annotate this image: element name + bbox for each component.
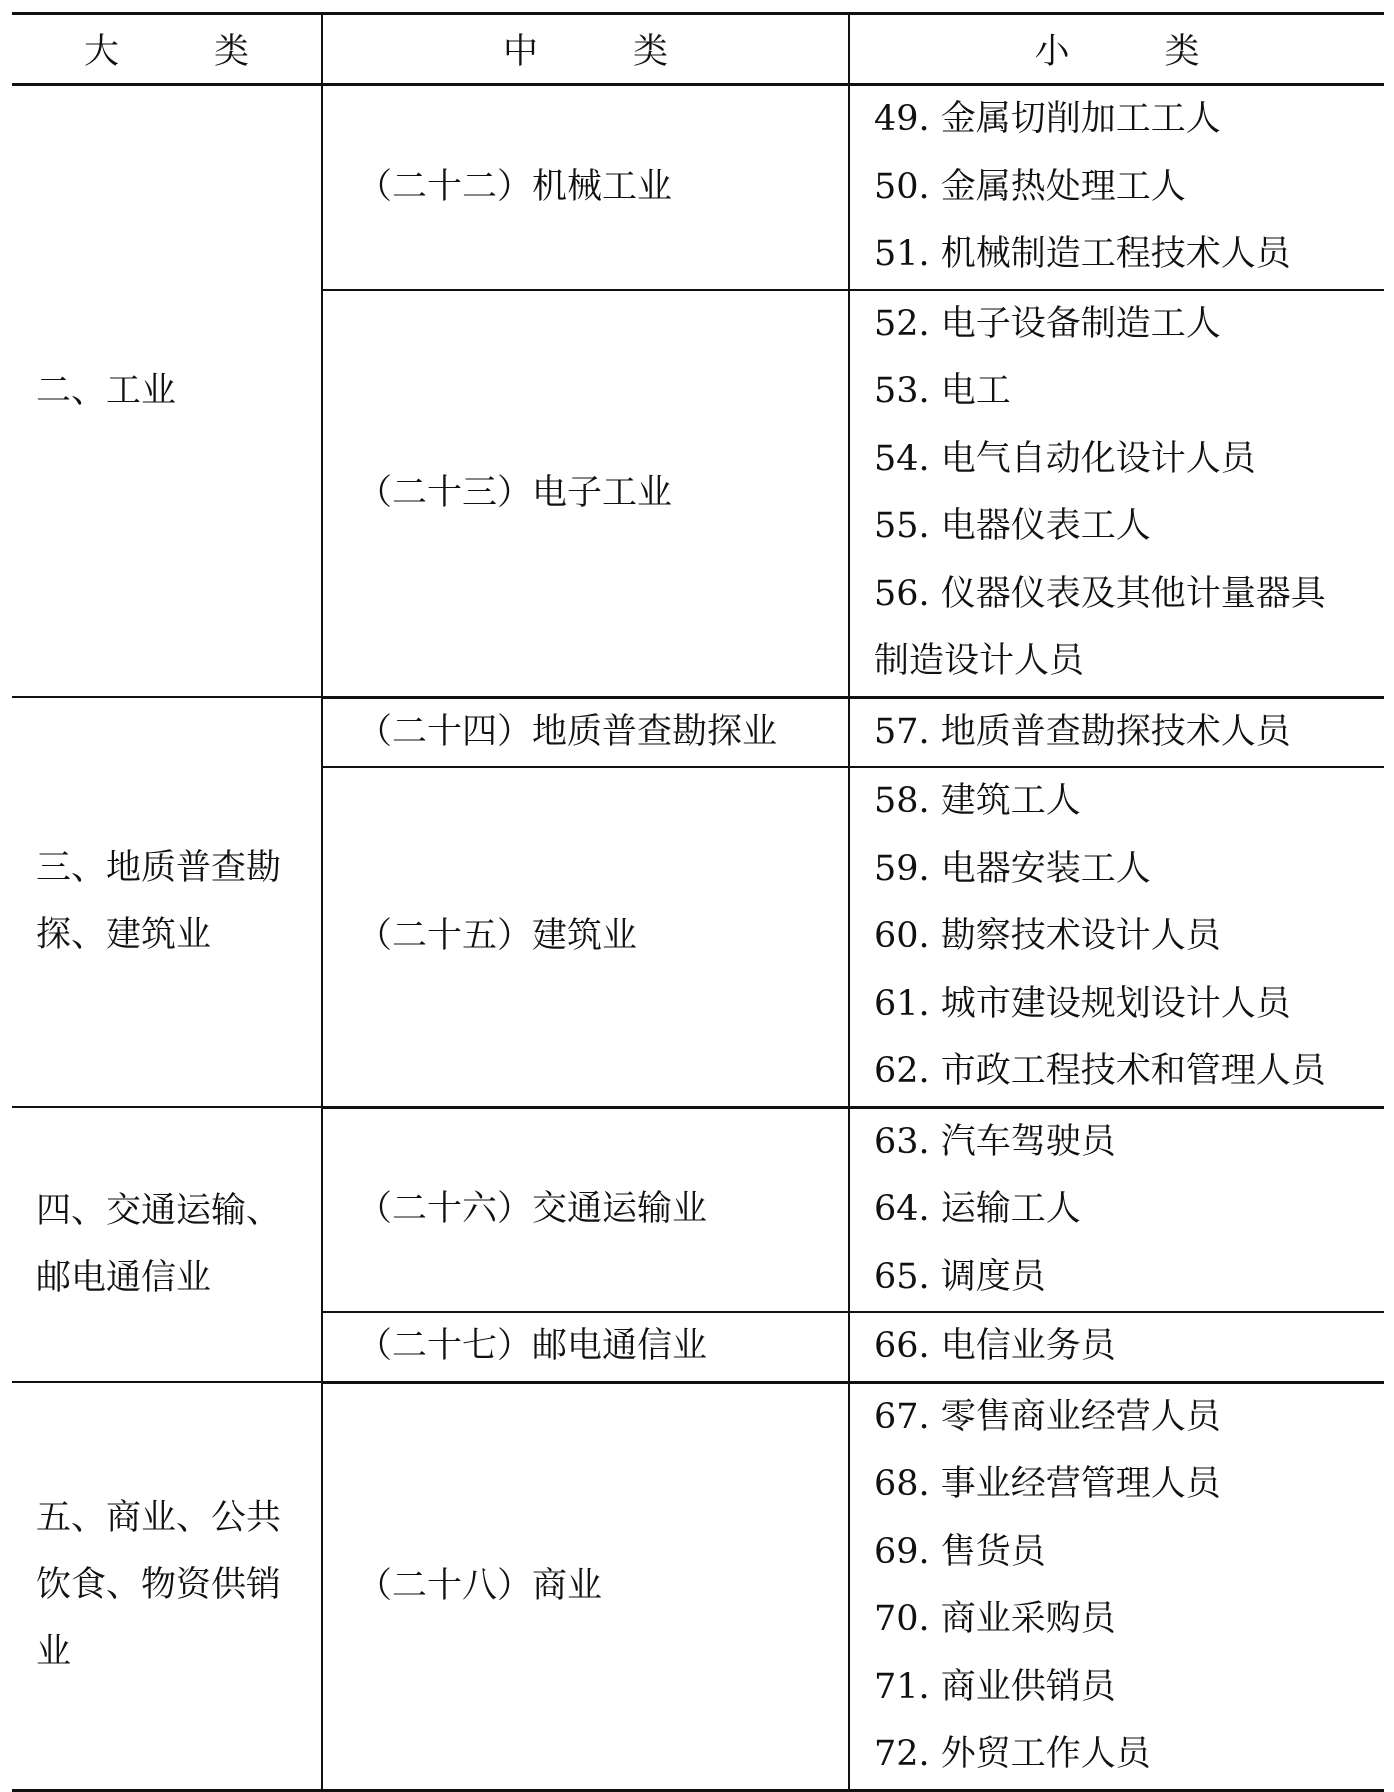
mid-category-cell: （二十六）交通运输业 xyxy=(322,1107,849,1312)
minor-item: 64. 运输工人 xyxy=(874,1189,1081,1229)
minor-category-cell xyxy=(849,767,1384,1107)
minor-item: 制造设计人员 xyxy=(874,641,1085,681)
header-major: 大 类 xyxy=(12,14,322,85)
mid-category-cell: （二十五）建筑业 xyxy=(322,767,849,1107)
occupation-classification-table xyxy=(12,12,1384,1792)
table-row xyxy=(12,85,1384,290)
minor-item: 72. 外贸工作人员 xyxy=(874,1734,1151,1774)
major-category-cell: 三、地质普查勘探、建筑业 xyxy=(12,697,322,1107)
minor-item: 56. 仪器仪表及其他计量器具 xyxy=(874,573,1326,614)
header-row xyxy=(12,14,1384,85)
minor-item: 52. 电子设备制造工人 xyxy=(874,303,1221,344)
minor-item: 54. 电气自动化设计人员 xyxy=(874,438,1256,479)
minor-item: 67. 零售商业经营人员 xyxy=(874,1396,1221,1437)
mid-category-cell: （二十二）机械工业 xyxy=(322,85,849,290)
minor-item: 58. 建筑工人 xyxy=(874,781,1081,821)
minor-item: 62. 市政工程技术和管理人员 xyxy=(874,1051,1326,1091)
minor-category-cell xyxy=(849,1107,1384,1312)
table-row xyxy=(12,1107,1384,1312)
mid-category-cell: （二十八）商业 xyxy=(322,1382,849,1790)
minor-item: 60. 勘察技术设计人员 xyxy=(874,916,1221,956)
minor-item: 69. 售货员 xyxy=(874,1531,1046,1572)
minor-category-cell xyxy=(849,1382,1384,1790)
minor-category-cell xyxy=(849,85,1384,290)
major-category-cell: 五、商业、公共饮食、物资供销业 xyxy=(12,1382,322,1790)
occupation-table-container xyxy=(12,12,1384,1792)
minor-item: 50. 金属热处理工人 xyxy=(874,166,1186,207)
minor-item: 65. 调度员 xyxy=(874,1256,1046,1297)
table-row xyxy=(12,697,1384,767)
minor-item: 66. 电信业务员 xyxy=(874,1326,1116,1366)
minor-item: 71. 商业供销员 xyxy=(874,1666,1116,1707)
mid-category-cell: （二十七）邮电通信业 xyxy=(322,1312,849,1382)
minor-item: 55. 电器仪表工人 xyxy=(874,506,1151,546)
minor-category-cell xyxy=(849,1312,1384,1382)
minor-item: 70. 商业采购员 xyxy=(874,1599,1116,1639)
minor-item: 68. 事业经营管理人员 xyxy=(874,1464,1221,1504)
minor-item: 61. 城市建设规划设计人员 xyxy=(874,983,1291,1024)
minor-item: 57. 地质普查勘探技术人员 xyxy=(874,711,1291,752)
minor-item: 63. 汽车驾驶员 xyxy=(874,1121,1116,1162)
header-minor: 小 类 xyxy=(849,14,1384,85)
minor-category-cell xyxy=(849,697,1384,767)
table-row xyxy=(12,1382,1384,1790)
minor-item: 53. 电工 xyxy=(874,371,1011,411)
header-mid: 中 类 xyxy=(322,14,849,85)
minor-category-cell xyxy=(849,290,1384,698)
mid-category-cell: （二十三）电子工业 xyxy=(322,290,849,698)
mid-category-cell: （二十四）地质普查勘探业 xyxy=(322,697,849,767)
major-category-cell: 二、工业 xyxy=(12,85,322,698)
minor-item: 51. 机械制造工程技术人员 xyxy=(874,234,1291,274)
minor-item: 59. 电器安装工人 xyxy=(874,848,1151,889)
minor-item: 49. 金属切削加工工人 xyxy=(874,99,1221,139)
major-category-cell: 四、交通运输、邮电通信业 xyxy=(12,1107,322,1382)
